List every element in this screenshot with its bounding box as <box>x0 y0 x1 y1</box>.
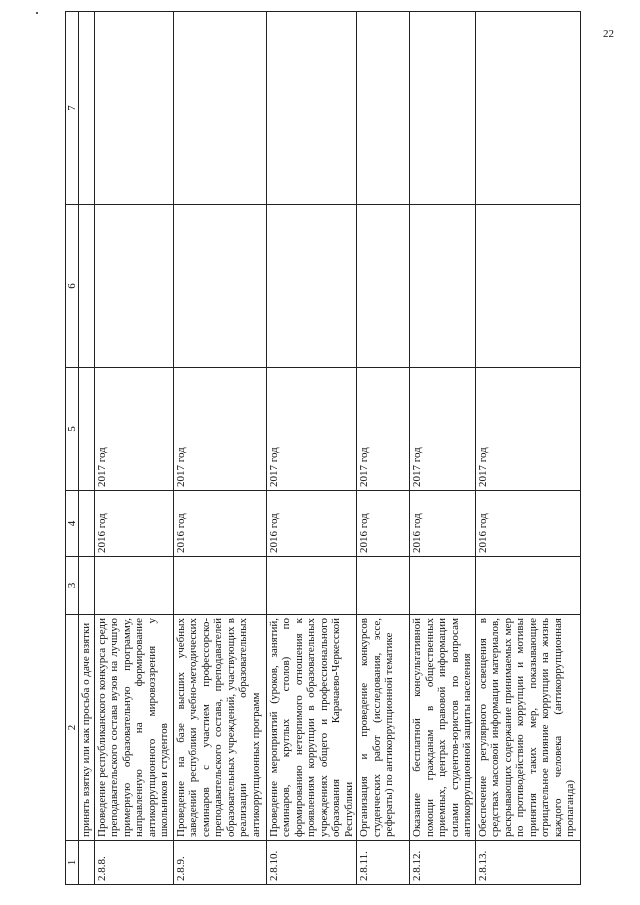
start-year-cell: 2016 год <box>410 491 476 557</box>
col6-cell <box>173 205 266 368</box>
col3-cell <box>357 557 410 615</box>
rotated-page <box>55 0 630 905</box>
col6-cell <box>357 205 410 368</box>
row-description: Проведение мероприятий (уроков, занятий, семинаров, круглых столов) по формированию нетерпимого отношения к проявлениям коррупции в образовательных учреждениях общего и профессионального образования Карачаево-Черкесской Республики <box>266 615 357 841</box>
row-number: 2.8.13. <box>475 841 580 885</box>
col6-cell <box>94 205 173 368</box>
column-header: 3 <box>66 557 79 615</box>
row-description: Проведение республиканского конкурса среди преподавательского состава вузов на лучшую примерную образовательную программу, направленную на формирование антикоррупционного мировоззрения у школьников и студентов <box>94 615 173 841</box>
column-header: 6 <box>66 205 79 368</box>
col3-cell <box>266 557 357 615</box>
start-year-cell: 2016 год <box>173 491 266 557</box>
row-number: 2.8.10. <box>266 841 357 885</box>
table-row <box>410 12 476 885</box>
col3-cell <box>173 557 266 615</box>
col7-cell <box>79 12 95 205</box>
column-header: 4 <box>66 491 79 557</box>
header-row <box>66 12 79 885</box>
end-year-cell <box>79 368 95 491</box>
start-year-cell: 2016 год <box>266 491 357 557</box>
col3-cell <box>475 557 580 615</box>
table-row <box>79 12 95 885</box>
row-number: 2.8.8. <box>94 841 173 885</box>
col7-cell <box>357 12 410 205</box>
table-body <box>66 12 581 885</box>
column-header: 2 <box>66 615 79 841</box>
row-description: принять взятку или как просьба о даче взятки <box>79 615 95 841</box>
scan-speck <box>36 12 38 14</box>
row-number: 2.8.11. <box>357 841 410 885</box>
table-row <box>266 12 357 885</box>
col6-cell <box>79 205 95 368</box>
column-header: 7 <box>66 12 79 205</box>
col3-cell <box>410 557 476 615</box>
table-row <box>173 12 266 885</box>
col7-cell <box>410 12 476 205</box>
start-year-cell: 2016 год <box>357 491 410 557</box>
end-year-cell: 2017 год <box>173 368 266 491</box>
start-year-cell <box>79 491 95 557</box>
col6-cell <box>410 205 476 368</box>
table-row <box>475 12 580 885</box>
row-description: Организация и проведение конкурсов студенческих работ (исследования, эссе, рефераты) по антикоррупционной тематике <box>357 615 410 841</box>
row-description: Проведение на базе высших учебных заведений республики учебно-методических семинаров с участием профессорско-преподавательского состава, преподавателей образовательных учреждений, участвующих в реализации образовательных антикоррупционных программ <box>173 615 266 841</box>
end-year-cell: 2017 год <box>266 368 357 491</box>
col3-cell <box>94 557 173 615</box>
col7-cell <box>266 12 357 205</box>
col7-cell <box>173 12 266 205</box>
row-description: Обеспечение регулярного освещения в средствах массовой информации материалов, раскрывающих содержание принимаемых мер по противодействию коррупции и мотивы принятия таких мер, показывающие отрицательное влияние коррупции на жизнь каждого человека (антикоррупционная пропаганда) <box>475 615 580 841</box>
measures-table <box>65 11 581 885</box>
column-header: 1 <box>66 841 79 885</box>
col6-cell <box>475 205 580 368</box>
row-number <box>79 841 95 885</box>
end-year-cell: 2017 год <box>357 368 410 491</box>
end-year-cell: 2017 год <box>94 368 173 491</box>
col6-cell <box>266 205 357 368</box>
table-row <box>94 12 173 885</box>
table-row <box>357 12 410 885</box>
col7-cell <box>475 12 580 205</box>
col7-cell <box>94 12 173 205</box>
row-number: 2.8.9. <box>173 841 266 885</box>
row-number: 2.8.12. <box>410 841 476 885</box>
end-year-cell: 2017 год <box>475 368 580 491</box>
col3-cell <box>79 557 95 615</box>
end-year-cell: 2017 год <box>410 368 476 491</box>
start-year-cell: 2016 год <box>475 491 580 557</box>
page-number: 22 <box>603 28 614 40</box>
start-year-cell: 2016 год <box>94 491 173 557</box>
column-header: 5 <box>66 368 79 491</box>
row-description: Оказание бесплатной консультативной помощи гражданам в общественных приемных, центрах правовой информации силами студентов-юристов по вопросам антикоррупционной защиты населения <box>410 615 476 841</box>
